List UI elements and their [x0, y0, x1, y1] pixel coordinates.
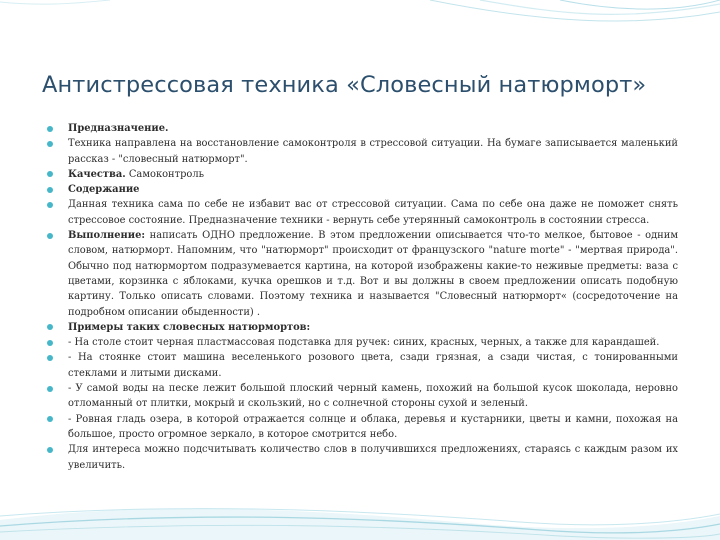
bullet-icon [47, 447, 53, 453]
bullet-icon [47, 324, 53, 330]
item-label: Качества. [68, 168, 126, 180]
bullet-icon [47, 233, 53, 239]
list-item [46, 350, 678, 381]
bullet-icon [47, 416, 53, 422]
item-text: - На столе стоит черная пластмассовая подставка для ручек: синих, красных, черных, а также для карандашей. [68, 337, 660, 349]
bullet-list [46, 121, 678, 473]
item-text: Данная техника сама по себе не избавит вас от стрессовой ситуации. Сама по себе она даже не поможет снять стрессовое состояние. Предназначение техники - вернуть себе утерянный самоконтроль в состоянии стресса. [68, 199, 678, 226]
bullet-icon [47, 171, 53, 177]
bullet-icon [47, 126, 53, 132]
list-item [46, 136, 678, 167]
list-item [46, 228, 678, 320]
list-item [46, 121, 678, 136]
item-text: Самоконтроль [125, 168, 205, 180]
list-item [46, 320, 678, 335]
item-label: Предназначение. [68, 123, 169, 134]
item-text: - На стоянке стоит машина веселенького розового цвета, сзади грязная, а сзади чистая, с тонированными стеклами и литыми дисками. [68, 352, 678, 379]
item-label: Выполнение: [68, 230, 146, 242]
list-item [46, 381, 678, 412]
item-text: Техника направлена на восстановление самоконтроля в стрессовой ситуации. На бумаге записывается маленький рассказ - "словесный натюрморт". [68, 138, 678, 165]
item-text: - У самой воды на песке лежит большой плоский черный камень, похожий на большой кусок шоколада, неровно отломанный от плитки, мокрый и скользкий, но с солнечной стороны сухой и зеленый. [68, 383, 678, 410]
bullet-icon [47, 355, 53, 361]
list-item [46, 442, 678, 473]
list-item [46, 167, 678, 182]
list-item [46, 182, 678, 197]
bottom-wave-decoration [0, 480, 720, 540]
bullet-icon [47, 386, 53, 392]
list-item [46, 412, 678, 443]
item-label: Примеры таких словесных натюрмортов: [68, 321, 311, 333]
item-label: Содержание [68, 184, 140, 196]
item-text: - Ровная гладь озера, в которой отражается солнце и облака, деревья и кустарники, цветы и камни, похожая на большое, просто огромное зеркало, в которое смотрится небо. [68, 413, 678, 440]
top-wave-decoration [0, 0, 720, 60]
list-item [46, 197, 678, 228]
bullet-icon [47, 141, 53, 147]
item-text: написать ОДНО предложение. В этом предложении описывается что-то мелкое, бытовое - одним словом, натюрморт. Напомним, что "натюрморт" происходит от французского "nature morte" - "мертвая природа". Обычно под натюрмортом подразумевается картина, на которой изображены какие-то неживые предметы: ваза с цветами, корзинка с яблоками, кучка орешков и т.д. Вот и вы должны в своем предложении описать подобную картину. Только описать словами. Поэтому техника и называется "Словесный натюрморт« (сосредоточение на подробном описании обыденности) . [68, 230, 678, 318]
slide-title: Антистрессовая техника «Словесный натюрморт» [42, 72, 647, 98]
item-text: Для интереса можно подсчитывать количество слов в получившихся предложениях, стараясь с каждым разом их увеличить. [68, 444, 678, 471]
bullet-icon [47, 202, 53, 208]
bullet-icon [47, 187, 53, 193]
list-item [46, 335, 678, 350]
bullet-icon [47, 340, 53, 346]
